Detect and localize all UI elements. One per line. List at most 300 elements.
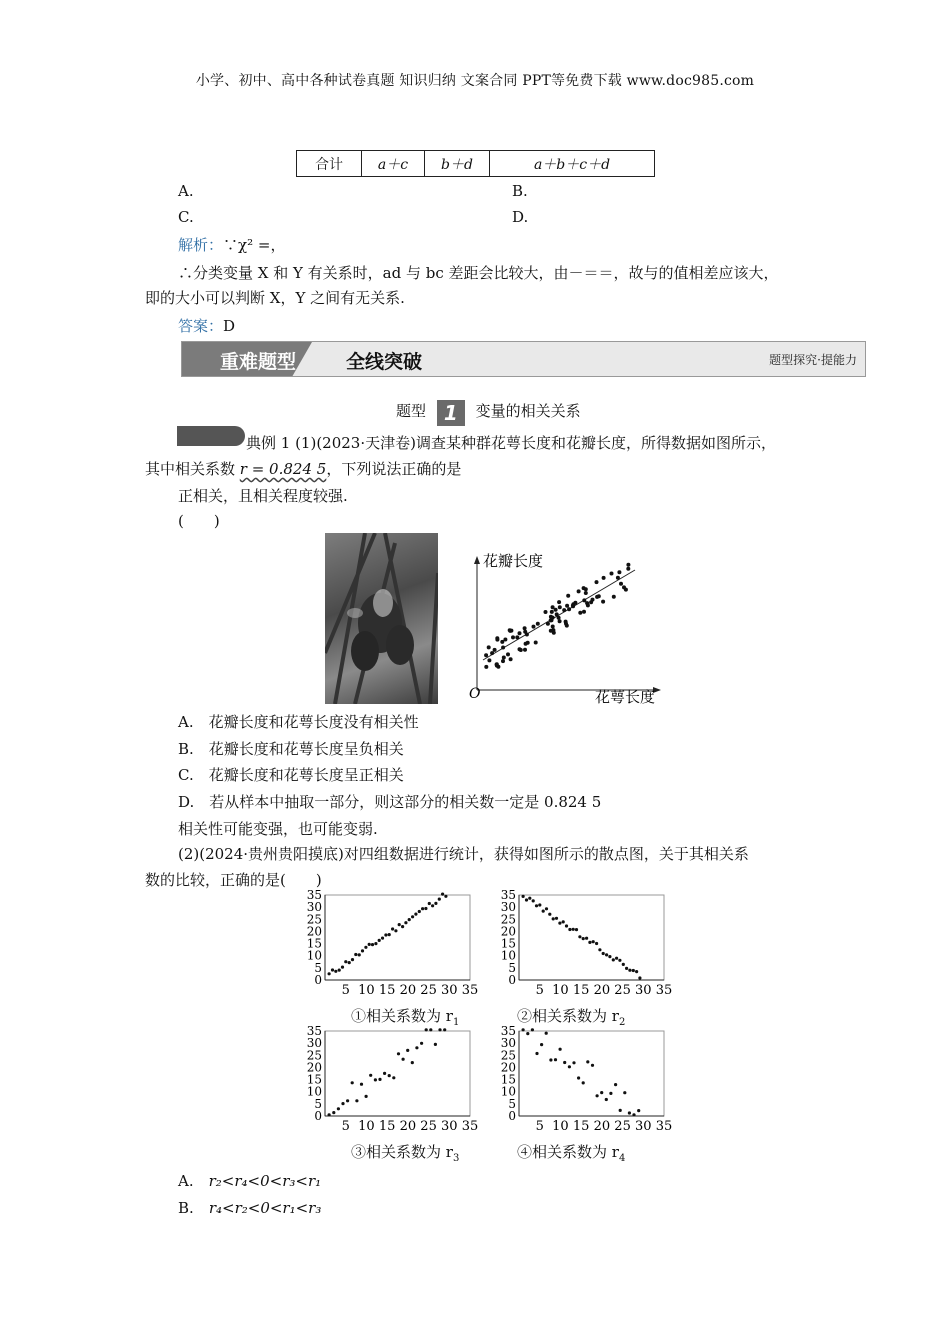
answer-label: 答案： bbox=[178, 317, 224, 335]
scatter-point bbox=[619, 582, 623, 586]
scatter-point bbox=[546, 622, 550, 626]
scatter-plot-3 bbox=[300, 1026, 500, 1132]
scatter-point bbox=[551, 625, 555, 629]
scatter-point bbox=[348, 961, 351, 964]
scatter-plot-2 bbox=[494, 890, 694, 996]
scatter-point bbox=[391, 927, 394, 930]
scatter-point bbox=[438, 1028, 441, 1031]
scatter-point bbox=[618, 959, 621, 962]
scatter-point bbox=[628, 1111, 631, 1114]
plot4-caption bbox=[517, 1141, 625, 1164]
scatter-point bbox=[511, 635, 515, 639]
scatter-point bbox=[578, 611, 582, 615]
scatter-point bbox=[369, 1074, 372, 1077]
scatter-point bbox=[431, 904, 434, 907]
scatter-point bbox=[582, 937, 585, 940]
iris-flower-photo bbox=[325, 533, 438, 704]
y-tick-label: 5 bbox=[508, 960, 516, 975]
scatter-point bbox=[508, 628, 512, 632]
option-b: B. bbox=[512, 182, 528, 200]
y-tick-label: 35 bbox=[306, 1026, 322, 1038]
y-tick-label: 20 bbox=[306, 1060, 322, 1075]
scatter-point bbox=[538, 903, 541, 906]
sepal-petal-scatter bbox=[465, 548, 665, 710]
scatter-point bbox=[397, 1052, 400, 1055]
y-tick-label: 30 bbox=[500, 900, 516, 915]
scatter-point bbox=[628, 969, 631, 972]
scatter-point bbox=[544, 610, 548, 614]
y-tick-label: 25 bbox=[306, 912, 322, 927]
scatter-point bbox=[354, 953, 357, 956]
scatter-point bbox=[582, 598, 586, 602]
scatter-plot-1 bbox=[300, 890, 500, 996]
scatter-point bbox=[425, 1028, 428, 1031]
example1-line1: 典例 1 (1)(2023·天津卷)调查某种群花萼长度和花瓣长度，所得数据如图所示， bbox=[246, 434, 776, 452]
scatter-point bbox=[337, 1107, 340, 1110]
analysis-formula: ∵χ² =， bbox=[223, 236, 286, 254]
flower-illustration bbox=[325, 533, 438, 704]
x-tick-label: 10 bbox=[552, 983, 569, 996]
scatter-point bbox=[568, 1065, 571, 1068]
scatter-point bbox=[632, 969, 635, 972]
x-axis-label: 花萼长度 bbox=[595, 688, 656, 706]
scatter-point bbox=[378, 1078, 381, 1081]
section-number: 1 bbox=[443, 401, 458, 425]
scatter-point bbox=[578, 935, 581, 938]
banner-mid-text: 全线突破 bbox=[346, 351, 423, 373]
example1-line3: 正相关，且相关程度较强. bbox=[178, 487, 348, 505]
scatter-point bbox=[588, 941, 591, 944]
scatter-point bbox=[388, 933, 391, 936]
y-tick-label: 35 bbox=[500, 890, 516, 902]
scatter-point bbox=[545, 1032, 548, 1035]
scatter-point bbox=[444, 895, 447, 898]
x-tick-label: 20 bbox=[399, 983, 417, 996]
scatter-point bbox=[383, 1072, 386, 1075]
x-tick-label: 30 bbox=[441, 983, 458, 996]
caption-text: ①相关系数为 r bbox=[351, 1007, 453, 1025]
scatter-point bbox=[371, 943, 374, 946]
x-tick-label: 5 bbox=[535, 1119, 544, 1132]
scatter-point bbox=[609, 1092, 612, 1095]
scatter-point bbox=[572, 928, 575, 931]
y-tick-label: 25 bbox=[500, 912, 516, 927]
analysis-line bbox=[178, 234, 285, 255]
x-tick-label: 20 bbox=[399, 1119, 417, 1132]
x-tick-label: 25 bbox=[420, 1119, 437, 1132]
example1-text-a: 其中相关系数 bbox=[145, 460, 240, 478]
scatter-point bbox=[404, 921, 407, 924]
scatter-point bbox=[545, 907, 548, 910]
scatter-point bbox=[351, 958, 354, 961]
plot-frame bbox=[519, 895, 664, 980]
scatter-point bbox=[355, 1099, 358, 1102]
scatter-point bbox=[524, 642, 528, 646]
scatter-point bbox=[374, 942, 377, 945]
x-tick-label: 15 bbox=[378, 983, 396, 996]
x-tick-label: 25 bbox=[614, 983, 631, 996]
plot-frame bbox=[325, 1031, 470, 1116]
scatter-point bbox=[506, 652, 510, 656]
option-c: C. bbox=[178, 208, 194, 226]
scatter-point bbox=[540, 1043, 543, 1046]
choice2-a bbox=[178, 1170, 321, 1191]
y-tick-label: 10 bbox=[306, 948, 322, 963]
x-tick-label: 5 bbox=[341, 983, 350, 996]
scatter-point bbox=[623, 1091, 626, 1094]
y-tick-label: 25 bbox=[306, 1048, 322, 1063]
plot3-caption bbox=[351, 1141, 459, 1164]
scatter-point bbox=[523, 626, 527, 630]
y-tick-label: 5 bbox=[314, 960, 322, 975]
choice-c: C. 花瓣长度和花萼长度呈正相关 bbox=[178, 766, 404, 784]
x-tick-label: 15 bbox=[572, 1119, 590, 1132]
scatter-point bbox=[548, 913, 551, 916]
y-tick-label: 15 bbox=[500, 936, 516, 951]
scatter-point bbox=[328, 972, 331, 975]
plot2-caption bbox=[517, 1005, 625, 1028]
caption-text: ③相关系数为 r bbox=[351, 1143, 453, 1161]
example1-line2 bbox=[145, 458, 461, 479]
analysis-label: 解析： bbox=[178, 236, 224, 254]
scatter-point bbox=[551, 605, 555, 609]
scatter-point bbox=[365, 1095, 368, 1098]
scatter-point bbox=[532, 899, 535, 902]
scatter-point bbox=[384, 933, 387, 936]
scatter-point bbox=[591, 1064, 594, 1067]
scatter-point bbox=[549, 615, 553, 619]
y-tick-label: 0 bbox=[314, 973, 322, 987]
scatter-point bbox=[542, 910, 545, 913]
scatter-point bbox=[490, 651, 494, 655]
scatter-point bbox=[586, 1060, 589, 1063]
x-tick-label: 30 bbox=[441, 1119, 458, 1132]
scatter-point bbox=[360, 1083, 363, 1086]
scatter-point bbox=[523, 630, 527, 634]
scatter-point bbox=[592, 940, 595, 943]
scatter-point bbox=[559, 1048, 562, 1051]
caption-text: ④相关系数为 r bbox=[517, 1143, 619, 1161]
scatter-point bbox=[401, 925, 404, 928]
x-tick-label: 35 bbox=[461, 1119, 479, 1132]
x-tick-label: 10 bbox=[552, 1119, 569, 1132]
example2-line1: (2)(2024·贵州贵阳摸底)对四组数据进行统计，获得如图所示的散点图，关于其相关系 bbox=[178, 845, 749, 863]
banner-left-text: 重难题型 bbox=[220, 351, 297, 373]
y-tick-label: 0 bbox=[508, 973, 516, 987]
x-tick-label: 35 bbox=[461, 983, 479, 996]
scatter-point bbox=[346, 1099, 349, 1102]
x-tick-label: 30 bbox=[635, 983, 652, 996]
caption-sub: 2 bbox=[618, 1017, 626, 1028]
scatter-point bbox=[568, 928, 571, 931]
answer-value: D bbox=[223, 317, 236, 335]
scatter-point bbox=[595, 595, 599, 599]
scatter-point bbox=[331, 968, 334, 971]
analysis-text-2: 即的大小可以判断 X，Y 之间有无关系. bbox=[145, 289, 405, 307]
scatter-point bbox=[535, 1052, 538, 1055]
section-title-text: 变量的相关关系 bbox=[475, 402, 581, 420]
scatter-point bbox=[334, 970, 337, 973]
table-cell: a＋b＋c＋d bbox=[490, 151, 655, 177]
scatter-point bbox=[554, 1058, 557, 1061]
scatter-point bbox=[602, 952, 605, 955]
y-tick-label: 0 bbox=[314, 1109, 322, 1123]
y-tick-label: 20 bbox=[500, 924, 516, 939]
page-header: 小学、初中、高中各种试卷真题 知识归纳 文案合同 PPT等免费下载 www.doc985.com bbox=[195, 73, 755, 89]
section-prefix: 题型 bbox=[396, 402, 427, 420]
scatter-point bbox=[615, 957, 618, 960]
scatter-point bbox=[381, 937, 384, 940]
scatter-point bbox=[484, 665, 488, 669]
y-tick-label: 20 bbox=[500, 1060, 516, 1075]
scatter-point bbox=[608, 955, 611, 958]
scatter-point bbox=[616, 576, 620, 580]
banner-right-text: 题型探究·提能力 bbox=[769, 353, 857, 367]
scatter-point bbox=[635, 970, 638, 973]
example1-text-c: ，下列说法正确的是 bbox=[326, 460, 462, 478]
section-banner bbox=[181, 341, 866, 377]
y-axis-arrow bbox=[474, 556, 480, 564]
scatter-point bbox=[586, 603, 590, 607]
scatter-point bbox=[428, 902, 431, 905]
scatter-point bbox=[549, 1058, 552, 1061]
scatter-point bbox=[408, 918, 411, 921]
scatter-point bbox=[509, 657, 513, 661]
correlation-value: r = 0.824 5 bbox=[239, 460, 327, 478]
section-title bbox=[396, 400, 581, 426]
scatter-points bbox=[484, 563, 630, 669]
scatter-point bbox=[341, 966, 344, 969]
scatter-point bbox=[441, 893, 444, 896]
scatter-point bbox=[501, 659, 505, 663]
y-tick-label: 15 bbox=[306, 1072, 322, 1087]
x-tick-label: 5 bbox=[535, 983, 544, 996]
scatter-point bbox=[364, 946, 367, 949]
caption-sub: 4 bbox=[618, 1153, 626, 1164]
scatter-plot-4 bbox=[494, 1026, 694, 1132]
scatter-point bbox=[528, 897, 531, 900]
y-tick-label: 15 bbox=[306, 936, 322, 951]
scatter-point bbox=[415, 1046, 418, 1049]
scatter-point bbox=[434, 902, 437, 905]
scatter-point bbox=[525, 898, 528, 901]
answer-line bbox=[178, 315, 235, 336]
scatter-point bbox=[328, 1113, 331, 1116]
table-cell: 合计 bbox=[297, 151, 362, 177]
table-cell: b＋d bbox=[425, 151, 490, 177]
y-tick-label: 30 bbox=[306, 1036, 322, 1051]
scatter-point bbox=[567, 607, 571, 611]
section-number-badge bbox=[437, 400, 465, 426]
scatter-point bbox=[622, 585, 626, 589]
scatter-point bbox=[526, 1032, 529, 1035]
scatter-point bbox=[552, 917, 555, 920]
scatter-point bbox=[495, 638, 499, 642]
y-tick-label: 35 bbox=[306, 890, 322, 902]
scatter-point bbox=[595, 580, 599, 584]
choice-text: r₂<r₄<0<r₃<r₁ bbox=[208, 1172, 322, 1190]
x-tick-label: 35 bbox=[655, 983, 673, 996]
scatter-point bbox=[582, 610, 586, 614]
scatter-point bbox=[487, 658, 491, 662]
scatter-point bbox=[619, 1109, 622, 1112]
scatter-point bbox=[361, 949, 364, 952]
scatter-point bbox=[332, 1111, 335, 1114]
scatter-point bbox=[438, 898, 441, 901]
scatter-point bbox=[605, 953, 608, 956]
y-tick-label: 35 bbox=[500, 1026, 516, 1038]
y-tick-label: 25 bbox=[500, 1048, 516, 1063]
x-tick-label: 25 bbox=[420, 983, 437, 996]
example2-line2: 数的比较，正确的是( ) bbox=[145, 871, 322, 889]
scatter-point bbox=[531, 1028, 534, 1031]
scatter-point bbox=[555, 917, 558, 920]
y-axis-label: 花瓣长度 bbox=[483, 552, 544, 570]
scatter-point bbox=[434, 1043, 437, 1046]
choice-label: A. bbox=[178, 1172, 194, 1190]
scatter-point bbox=[392, 1076, 395, 1079]
scatter-point bbox=[344, 960, 347, 963]
scatter-point bbox=[575, 928, 578, 931]
y-tick-label: 30 bbox=[306, 900, 322, 915]
scatter-point bbox=[550, 610, 554, 614]
scatter-point bbox=[565, 624, 569, 628]
choice2-b bbox=[178, 1197, 321, 1218]
scatter-point bbox=[565, 604, 569, 608]
scatter-point bbox=[584, 587, 588, 591]
plot1-caption bbox=[351, 1005, 459, 1028]
scatter-point bbox=[522, 895, 525, 898]
scatter-point bbox=[406, 1049, 409, 1052]
scatter-point bbox=[637, 1109, 640, 1112]
scatter-point bbox=[625, 967, 628, 970]
caption-text: ②相关系数为 r bbox=[517, 1007, 619, 1025]
analysis-text-1: ∴分类变量 X 和 Y 有关系时，ad 与 bc 差距会比较大，由－＝＝，故与的值相差应该大， bbox=[178, 264, 779, 282]
scatter-point bbox=[429, 1028, 432, 1031]
scatter-point bbox=[522, 1028, 525, 1031]
scatter-point bbox=[596, 1094, 599, 1097]
option-a: A. bbox=[178, 182, 194, 200]
scatter-point bbox=[487, 645, 491, 649]
scatter-point bbox=[394, 929, 397, 932]
scatter-point bbox=[595, 942, 598, 945]
scatter-point bbox=[557, 600, 561, 604]
scatter-point bbox=[598, 948, 601, 951]
scatter-point bbox=[518, 631, 522, 635]
scatter-point bbox=[484, 653, 488, 657]
choice-label: B. bbox=[178, 1199, 194, 1217]
scatter-point bbox=[626, 567, 630, 571]
scatter-point bbox=[617, 570, 621, 574]
y-tick-label: 10 bbox=[500, 948, 516, 963]
scatter-point bbox=[563, 1061, 566, 1064]
y-tick-label: 20 bbox=[306, 924, 322, 939]
scatter-point bbox=[582, 1081, 585, 1084]
example-badge bbox=[177, 426, 245, 446]
y-tick-label: 0 bbox=[508, 1109, 516, 1123]
scatter-point bbox=[358, 953, 361, 956]
scatter-point bbox=[351, 1081, 354, 1084]
scatter-point bbox=[558, 922, 561, 925]
y-tick-label: 30 bbox=[500, 1036, 516, 1051]
scatter-point bbox=[632, 1113, 635, 1116]
scatter-point bbox=[602, 576, 606, 580]
scatter-point bbox=[414, 913, 417, 916]
scatter-point bbox=[600, 1091, 603, 1094]
option-d: D. bbox=[512, 208, 529, 226]
x-tick-label: 35 bbox=[655, 1119, 673, 1132]
scatter-point bbox=[421, 907, 424, 910]
scatter-point bbox=[626, 563, 630, 567]
x-tick-label: 25 bbox=[614, 1119, 631, 1132]
x-tick-label: 5 bbox=[341, 1119, 350, 1132]
scatter-point bbox=[420, 1042, 423, 1045]
scatter-point bbox=[614, 1083, 617, 1086]
table-cell: a＋c bbox=[362, 151, 425, 177]
scatter-point bbox=[536, 622, 540, 626]
scatter-point bbox=[388, 1074, 391, 1077]
scatter-point bbox=[518, 647, 522, 651]
choice-d: D. 若从样本中抽取一部分，则这部分的相关数一定是 0.824 5 bbox=[178, 793, 602, 811]
scatter-point bbox=[532, 625, 536, 629]
scatter-point bbox=[502, 656, 506, 660]
scatter-point bbox=[418, 910, 421, 913]
caption-sub: 3 bbox=[452, 1153, 460, 1164]
origin-label: O bbox=[469, 686, 481, 702]
y-tick-label: 15 bbox=[500, 1072, 516, 1087]
plot-frame bbox=[325, 895, 470, 980]
scatter-point bbox=[605, 1098, 608, 1101]
scatter-point bbox=[622, 963, 625, 966]
scatter-point bbox=[501, 646, 505, 650]
scatter-point bbox=[552, 631, 556, 635]
scatter-point bbox=[558, 619, 562, 623]
scatter-point bbox=[368, 943, 371, 946]
scatter-point bbox=[577, 589, 581, 593]
x-tick-label: 15 bbox=[572, 983, 590, 996]
scatter-point bbox=[338, 969, 341, 972]
scatter-point bbox=[562, 608, 566, 612]
scatter-point bbox=[503, 638, 507, 642]
scatter-point bbox=[411, 915, 414, 918]
y-tick-label: 5 bbox=[314, 1096, 322, 1111]
scatter-point bbox=[515, 635, 519, 639]
scatter-point bbox=[523, 648, 527, 652]
scatter-point bbox=[378, 939, 381, 942]
scatter-point bbox=[534, 641, 538, 645]
choice-text: r₄<r₂<0<r₁<r₃ bbox=[208, 1199, 322, 1217]
scatter-point bbox=[612, 595, 616, 599]
scatter-point bbox=[566, 594, 570, 598]
scatter-point bbox=[577, 1076, 580, 1079]
scatter-point bbox=[495, 663, 499, 667]
scatter-point bbox=[555, 612, 559, 616]
scatter-point bbox=[411, 1061, 414, 1064]
scatter-point bbox=[562, 920, 565, 923]
scatter-point bbox=[341, 1102, 344, 1105]
scatter-point bbox=[402, 1058, 405, 1061]
scatter-point bbox=[584, 591, 588, 595]
scatter-point bbox=[398, 923, 401, 926]
choice-note: 相关性可能变强，也可能变弱. bbox=[178, 820, 378, 838]
scatter-point bbox=[571, 604, 575, 608]
scatter-point bbox=[565, 924, 568, 927]
scatter-point bbox=[443, 1028, 446, 1031]
scatter-point bbox=[601, 600, 605, 604]
x-tick-label: 10 bbox=[358, 983, 375, 996]
contingency-total-row bbox=[296, 150, 655, 177]
scatter-point bbox=[424, 907, 427, 910]
